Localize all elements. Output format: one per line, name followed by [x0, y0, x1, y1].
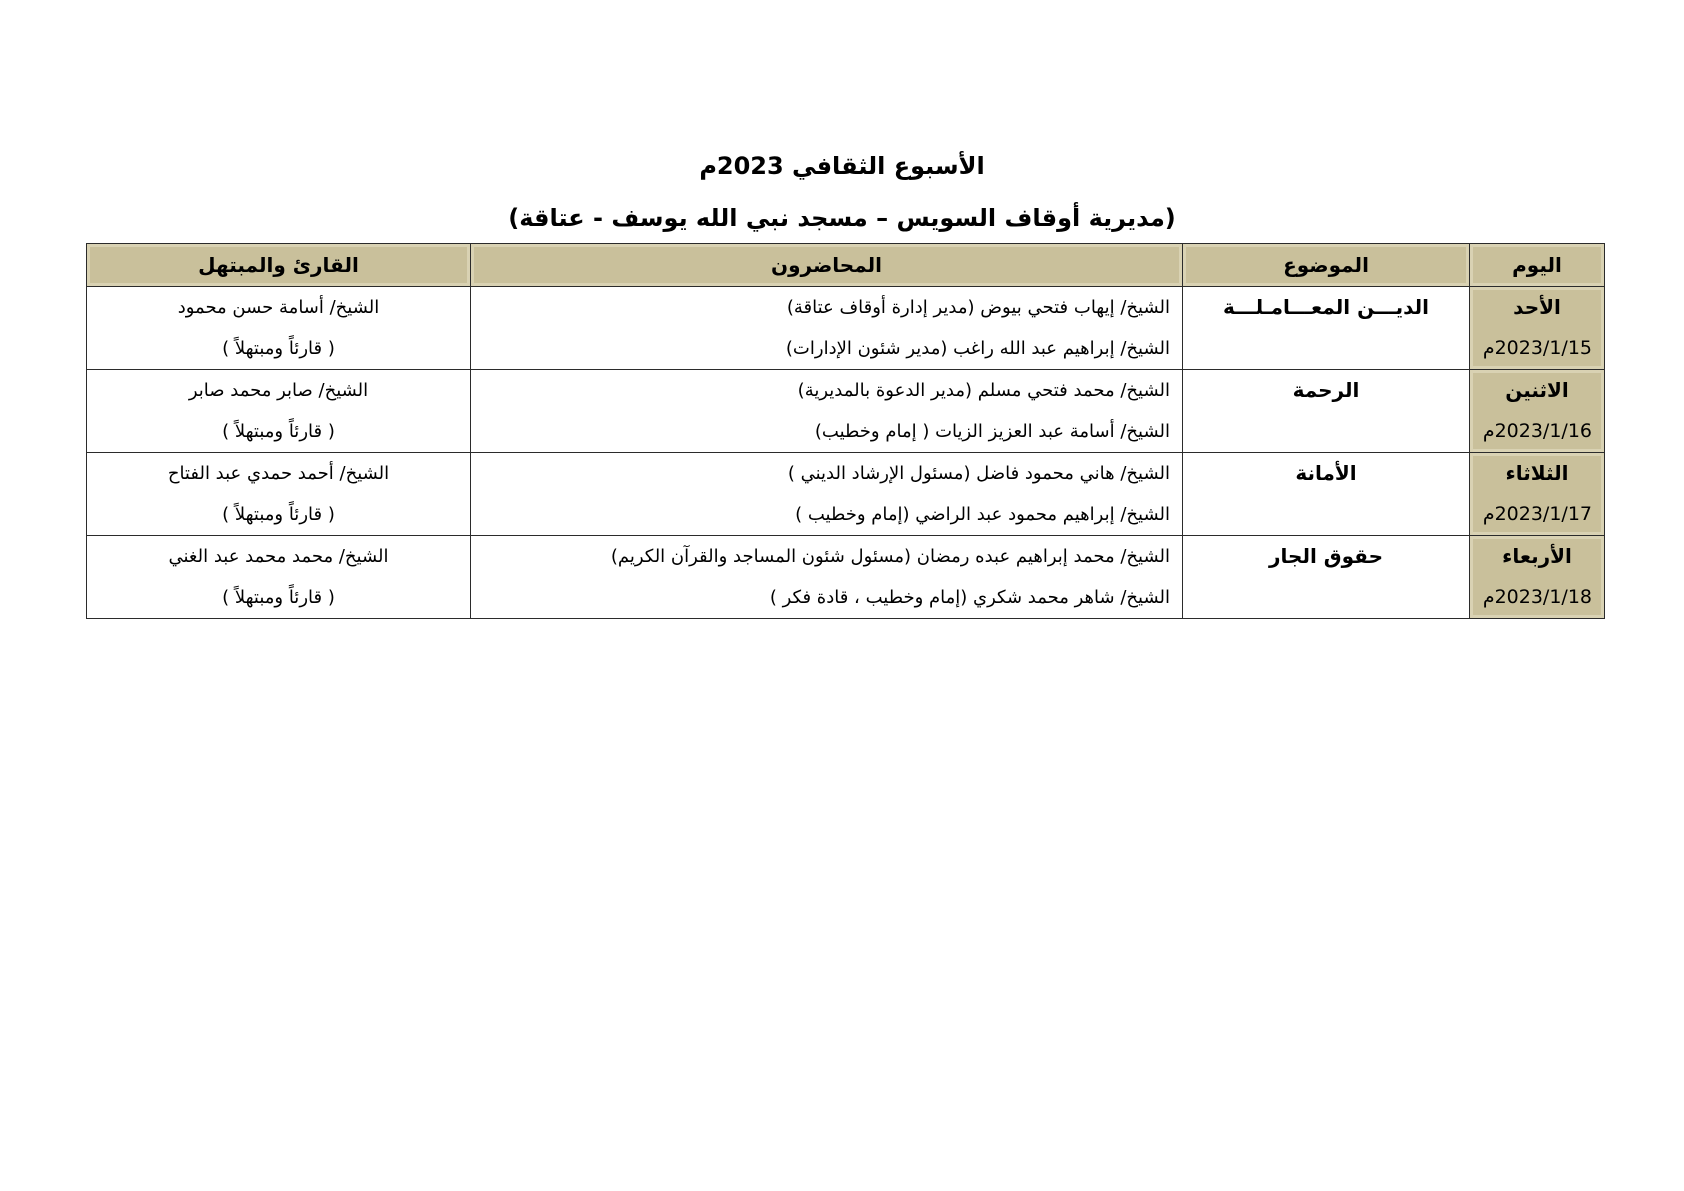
day-date: 2023/1/15م [1482, 337, 1592, 359]
topic-text: الرحمة [1292, 378, 1360, 402]
reader-role: ( قارئاً ومبتهلاً ) [222, 587, 335, 608]
reader-name: الشيخ/ أسامة حسن محمود [177, 297, 380, 318]
day-name: الاثنين [1505, 378, 1569, 402]
reader-role: ( قارئاً ومبتهلاً ) [222, 504, 335, 525]
reader-cell [87, 370, 471, 453]
header-reader: القارئ والمبتهل [87, 244, 471, 287]
lecturer-first: الشيخ/ محمد إبراهيم عبده رمضان (مسئول شئون المساجد والقرآن الكريم) [610, 546, 1170, 567]
table-row [87, 453, 1605, 536]
lecturer-first: الشيخ/ محمد فتحي مسلم (مدير الدعوة بالمديرية) [797, 380, 1170, 401]
topic-cell [1183, 370, 1470, 453]
reader-cell [87, 453, 471, 536]
topic-cell [1183, 536, 1470, 619]
day-cell [1470, 453, 1605, 536]
page-title: الأسبوع الثقافي 2023م [699, 152, 985, 180]
day-name: الثلاثاء [1505, 461, 1569, 485]
day-name: الأربعاء [1502, 544, 1572, 568]
reader-cell [87, 536, 471, 619]
lecturers-cell [471, 370, 1183, 453]
lecturer-first: الشيخ/ هاني محمود فاضل (مسئول الإرشاد الديني ) [787, 463, 1170, 484]
lecturer-second: الشيخ/ أسامة عبد العزيز الزيات ( إمام وخطيب) [814, 421, 1170, 442]
reader-role: ( قارئاً ومبتهلاً ) [222, 338, 335, 359]
table-header-row [87, 244, 1605, 287]
lecturers-cell [471, 453, 1183, 536]
lecturers-cell [471, 287, 1183, 370]
header-lecturers: المحاضرون [471, 244, 1183, 287]
reader-name: الشيخ/ محمد محمد عبد الغني [168, 546, 389, 567]
topic-text: حقوق الجار [1269, 544, 1383, 568]
schedule-table [86, 243, 1605, 619]
topic-text: الأمانة [1295, 461, 1357, 485]
day-date: 2023/1/18م [1482, 586, 1592, 608]
reader-name: الشيخ/ أحمد حمدي عبد الفتاح [167, 463, 390, 484]
lecturer-second: الشيخ/ إبراهيم محمود عبد الراضي (إمام وخطيب ) [795, 504, 1170, 525]
day-cell [1470, 287, 1605, 370]
day-name: الأحد [1513, 295, 1561, 319]
topic-text: الديـــن المعـــامـلـــة [1223, 295, 1429, 319]
table-row [87, 287, 1605, 370]
lecturer-second: الشيخ/ إبراهيم عبد الله راغب (مدير شئون الإدارات) [785, 338, 1170, 359]
reader-name: الشيخ/ صابر محمد صابر [188, 380, 369, 401]
day-cell [1470, 370, 1605, 453]
header-day: اليوم [1470, 244, 1605, 287]
table-row [87, 370, 1605, 453]
lecturer-first: الشيخ/ إيهاب فتحي بيوض (مدير إدارة أوقاف عتاقة) [786, 297, 1170, 318]
day-date: 2023/1/17م [1482, 503, 1592, 525]
reader-role: ( قارئاً ومبتهلاً ) [222, 421, 335, 442]
header-topic: الموضوع [1183, 244, 1470, 287]
topic-cell [1183, 287, 1470, 370]
day-cell [1470, 536, 1605, 619]
reader-cell [87, 287, 471, 370]
page-subtitle: (مديرية أوقاف السويس – مسجد نبي الله يوسف - عتاقة) [508, 204, 1176, 232]
day-date: 2023/1/16م [1482, 420, 1592, 442]
table-row [87, 536, 1605, 619]
topic-cell [1183, 453, 1470, 536]
lecturers-cell [471, 536, 1183, 619]
lecturer-second: الشيخ/ شاهر محمد شكري (إمام وخطيب ، قادة فكر ) [769, 587, 1170, 608]
